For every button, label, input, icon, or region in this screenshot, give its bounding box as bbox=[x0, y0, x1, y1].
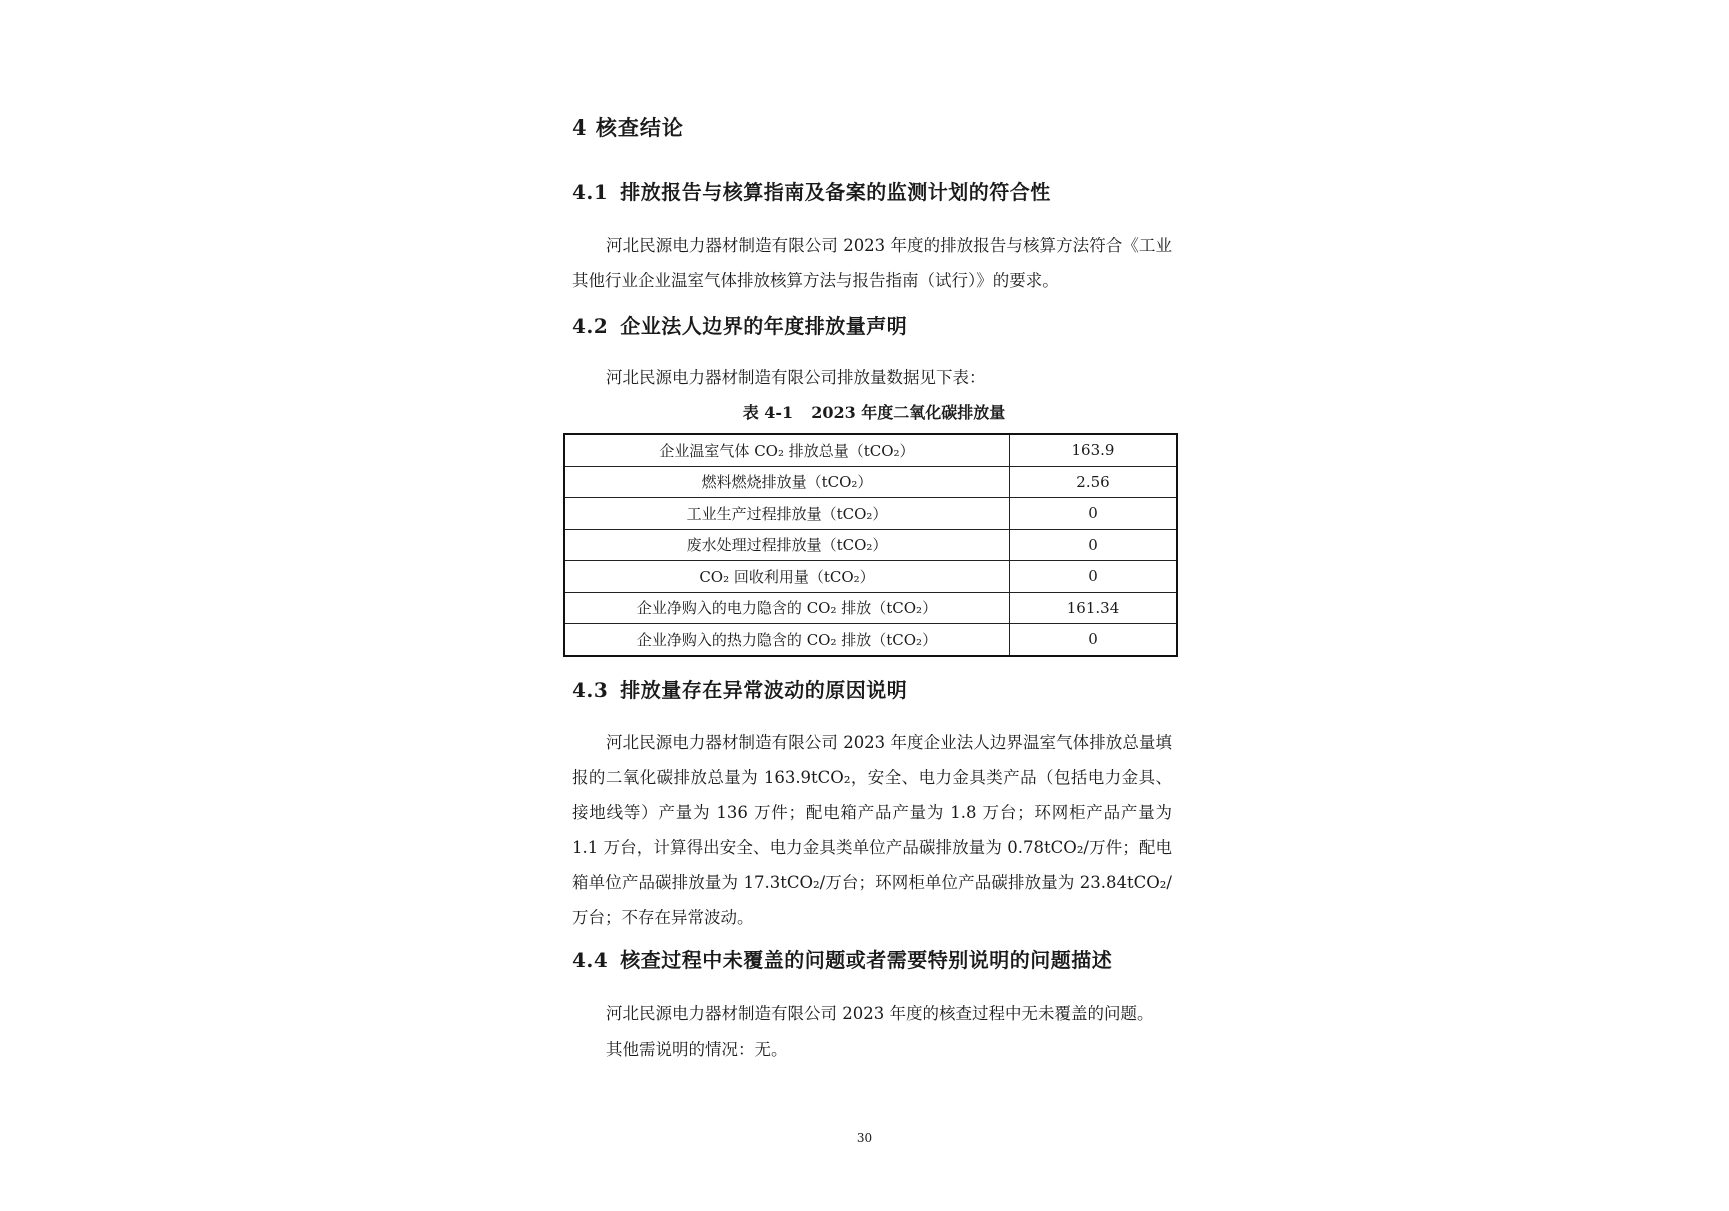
table-row bbox=[564, 561, 1177, 593]
emission-item-label: 废水处理过程排放量（tCO₂） bbox=[564, 529, 1010, 561]
section-4-4-line-2: 其他需说明的情况：无。 bbox=[606, 1040, 788, 1059]
emission-item-label: 工业生产过程排放量（tCO₂） bbox=[564, 498, 1010, 530]
table-row bbox=[564, 592, 1177, 624]
section-4-1-paragraph bbox=[572, 228, 1172, 298]
emission-item-label: 企业净购入的热力隐含的 CO₂ 排放（tCO₂） bbox=[564, 624, 1010, 656]
emission-item-label: 企业温室气体 CO₂ 排放总量（tCO₂） bbox=[564, 434, 1010, 466]
emission-item-label: 企业净购入的电力隐含的 CO₂ 排放（tCO₂） bbox=[564, 592, 1010, 624]
emission-item-value: 163.9 bbox=[1010, 434, 1178, 466]
section-number: 4.3 bbox=[572, 678, 609, 702]
section-title: 企业法人边界的年度排放量声明 bbox=[620, 314, 908, 338]
section-title: 排放量存在异常波动的原因说明 bbox=[620, 678, 908, 702]
emission-item-value: 0 bbox=[1010, 498, 1178, 530]
table-title: 2023 年度二氧化碳排放量 bbox=[811, 403, 1006, 422]
section-4-4-line-1: 河北民源电力器材制造有限公司 2023 年度的核查过程中无未覆盖的问题。 bbox=[606, 1004, 1154, 1023]
table-intro-text: 河北民源电力器材制造有限公司排放量数据见下表： bbox=[606, 368, 986, 387]
emission-item-label: 燃料燃烧排放量（tCO₂） bbox=[564, 466, 1010, 498]
emission-item-value: 2.56 bbox=[1010, 466, 1178, 498]
table-caption bbox=[572, 400, 1176, 423]
paragraph-text: 河北民源电力器材制造有限公司 2023 年度的排放报告与核算方法符合《工业其他行业企业温室气体排放核算方法与报告指南（试行）》的要求。 bbox=[572, 236, 1172, 290]
chapter-heading: 4 核查结论 bbox=[572, 115, 684, 140]
table-row bbox=[564, 434, 1177, 466]
section-number: 4.4 bbox=[572, 948, 609, 972]
emission-item-label: CO₂ 回收利用量（tCO₂） bbox=[564, 561, 1010, 593]
section-4-4-heading bbox=[572, 944, 1112, 973]
emission-item-value: 0 bbox=[1010, 624, 1178, 656]
section-number: 4.2 bbox=[572, 314, 609, 338]
section-4-2-heading bbox=[572, 310, 907, 339]
page-number: 30 bbox=[856, 1131, 873, 1145]
emission-item-value: 0 bbox=[1010, 529, 1178, 561]
table-row bbox=[564, 466, 1177, 498]
table-row bbox=[564, 529, 1177, 561]
section-4-3-paragraph bbox=[572, 725, 1172, 935]
emissions-table bbox=[563, 433, 1178, 657]
section-4-1-heading bbox=[572, 176, 1051, 205]
section-title: 排放报告与核算指南及备案的监测计划的符合性 bbox=[620, 180, 1051, 204]
section-title: 核查过程中未覆盖的问题或者需要特别说明的问题描述 bbox=[620, 948, 1113, 972]
table-number: 表 4-1 bbox=[742, 403, 794, 422]
section-number: 4.1 bbox=[572, 180, 609, 204]
emission-item-value: 161.34 bbox=[1010, 592, 1178, 624]
paragraph-text: 河北民源电力器材制造有限公司 2023 年度企业法人边界温室气体排放总量填报的二氧化碳排放总量为 163.9tCO₂，安全、电力金具类产品（包括电力金具、接地线等）产量为 136 万件；配电箱产品产量为 1.8 万台；环网柜产品产量为 1.1 万台，计算得出安全、电力金具类单位产品碳排放量为 0.78tCO₂/万件；配电箱单位产品碳排放量为 17.3tCO₂/万台；环网柜单位产品碳排放量为 23.84tCO₂/万台；不存在异常波动。 bbox=[572, 733, 1172, 927]
table-row bbox=[564, 624, 1177, 656]
table-row bbox=[564, 498, 1177, 530]
emission-item-value: 0 bbox=[1010, 561, 1178, 593]
section-4-3-heading bbox=[572, 674, 907, 703]
